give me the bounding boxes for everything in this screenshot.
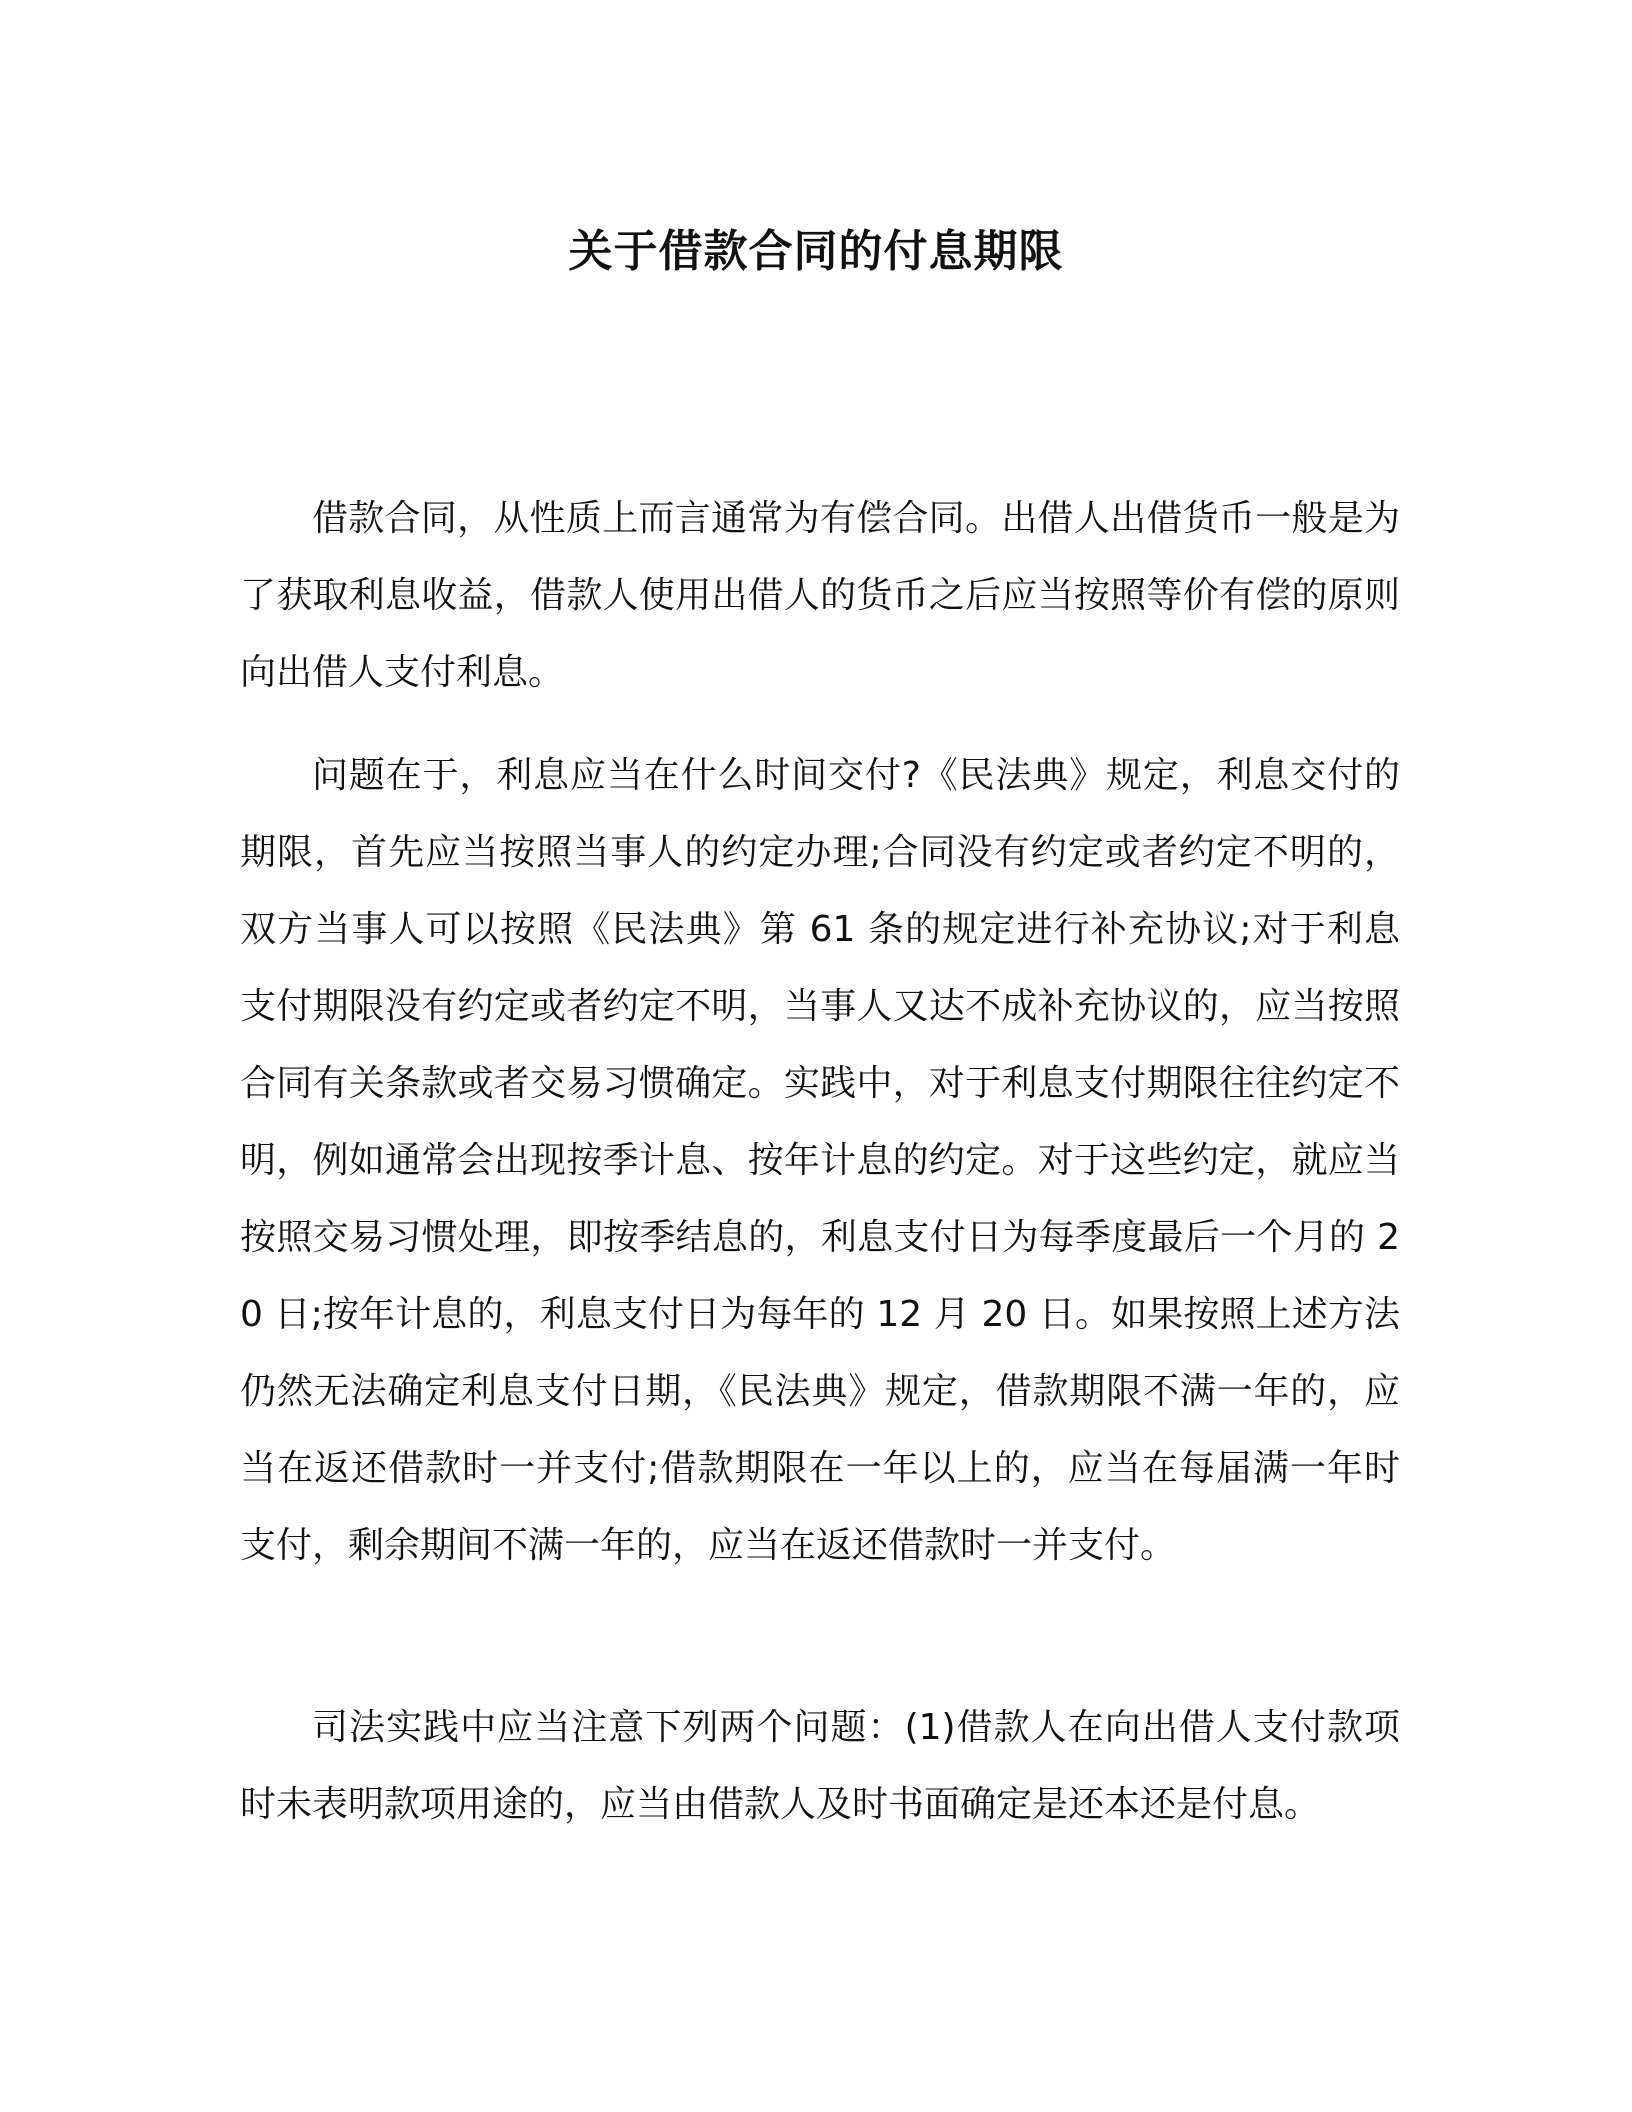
paragraph-2: 问题在于，利息应当在什么时间交付?《民法典》规定，利息交付的期限，首先应当按照当事人的约定办理;合同没有约定或者约定不明的，双方当事人可以按照《民法典》第 61 条的规定进行补充协议;对于利息支付期限没有约定或者约定不明，当事人又达不成补充协议的，应当按照合同有关条款或者交易习惯确定。实践中，对于利息支付期限往往约定不明，例如通常会出现按季计息、按年计息的约定。对于这些约定，就应当按照交易习惯处理，即按季结息的，利息支付日为每季度最后一个月的 20 日;按年计息的，利息支付日为每年的 12 月 20 日。如果按照上述方法仍然无法确定利息支付日期，《民法典》规定，借款期限不满一年的，应当在返还借款时一并支付;借款期限在一年以上的，应当在每届满一年时支付，剩余期间不满一年的，应当在返还借款时一并支付。	[240, 755, 1400, 1566]
paragraph-1-block	[240, 480, 1400, 711]
paragraph-1: 借款合同，从性质上而言通常为有偿合同。出借人出借货币一般是为了获取利息收益，借款人使用出借人的货币之后应当按照等价有偿的原则向出借人支付利息。	[240, 498, 1400, 693]
paragraph-2-block	[240, 737, 1400, 1584]
paragraph-3: 司法实践中应当注意下列两个问题：(1)借款人在向出借人支付款项时未表明款项用途的，应当由借款人及时书面确定是还本还是付息。	[240, 1707, 1400, 1825]
document-title: 关于借款合同的付息期限	[568, 226, 1064, 277]
paragraph-3-block	[240, 1689, 1400, 1843]
